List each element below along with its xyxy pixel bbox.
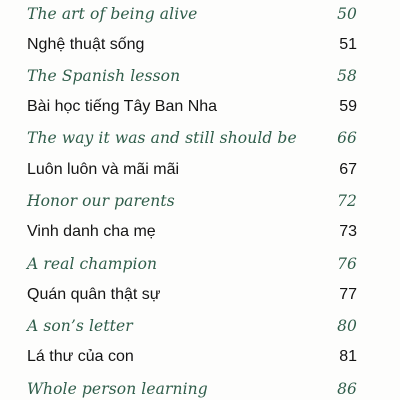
- toc-entry-title: A real champion: [27, 255, 158, 273]
- toc-page-number: 81: [339, 348, 357, 365]
- toc-entry-title: The Spanish lesson: [27, 67, 181, 85]
- toc-page-number: 72: [337, 192, 357, 210]
- toc-page-number: 51: [339, 36, 357, 53]
- toc-entry-english: [27, 253, 357, 275]
- toc-entry-title: The way it was and still should be: [27, 129, 297, 147]
- toc-entry-vietnamese: [27, 346, 357, 368]
- toc-entry-english: [27, 127, 357, 149]
- toc-page-number: 67: [339, 161, 357, 178]
- toc-entry-title: Quán quân thật sự: [27, 286, 161, 303]
- toc-entry-title: A son’s letter: [27, 317, 133, 335]
- toc-page-number: 73: [339, 223, 357, 240]
- toc-entry-title: Honor our parents: [27, 192, 175, 210]
- toc-entry-title: Luôn luôn và mãi mãi: [27, 161, 180, 178]
- toc-entry-title: Vinh danh cha mẹ: [27, 223, 156, 240]
- toc-entry-title: The art of being alive: [27, 5, 198, 23]
- toc-entry-english: [27, 378, 357, 400]
- toc-entry-english: [27, 190, 357, 212]
- toc-entry-vietnamese: [27, 34, 357, 56]
- toc-page-number: 50: [337, 5, 357, 23]
- toc-entry-title: Bài học tiếng Tây Ban Nha: [27, 98, 218, 115]
- toc-page-number: 66: [337, 129, 357, 147]
- toc-entry-vietnamese: [27, 159, 357, 181]
- toc-entry-title: Lá thư của con: [27, 348, 134, 365]
- toc-entry-english: [27, 315, 357, 337]
- toc-entry-title: Whole person learning: [27, 380, 208, 398]
- toc-entry-vietnamese: [27, 221, 357, 243]
- toc-entry-title: Nghệ thuật sống: [27, 36, 145, 53]
- toc-entry-vietnamese: [27, 284, 357, 306]
- toc-page-number: 59: [339, 98, 357, 115]
- toc-page-number: 77: [339, 286, 357, 303]
- toc-page-number: 58: [337, 67, 357, 85]
- toc-entry-english: [27, 65, 357, 87]
- toc-page-number: 80: [337, 317, 357, 335]
- toc-page-number: 86: [337, 380, 357, 398]
- toc-page-number: 76: [337, 255, 357, 273]
- toc-entry-vietnamese: [27, 96, 357, 118]
- toc-entry-english: [27, 3, 357, 25]
